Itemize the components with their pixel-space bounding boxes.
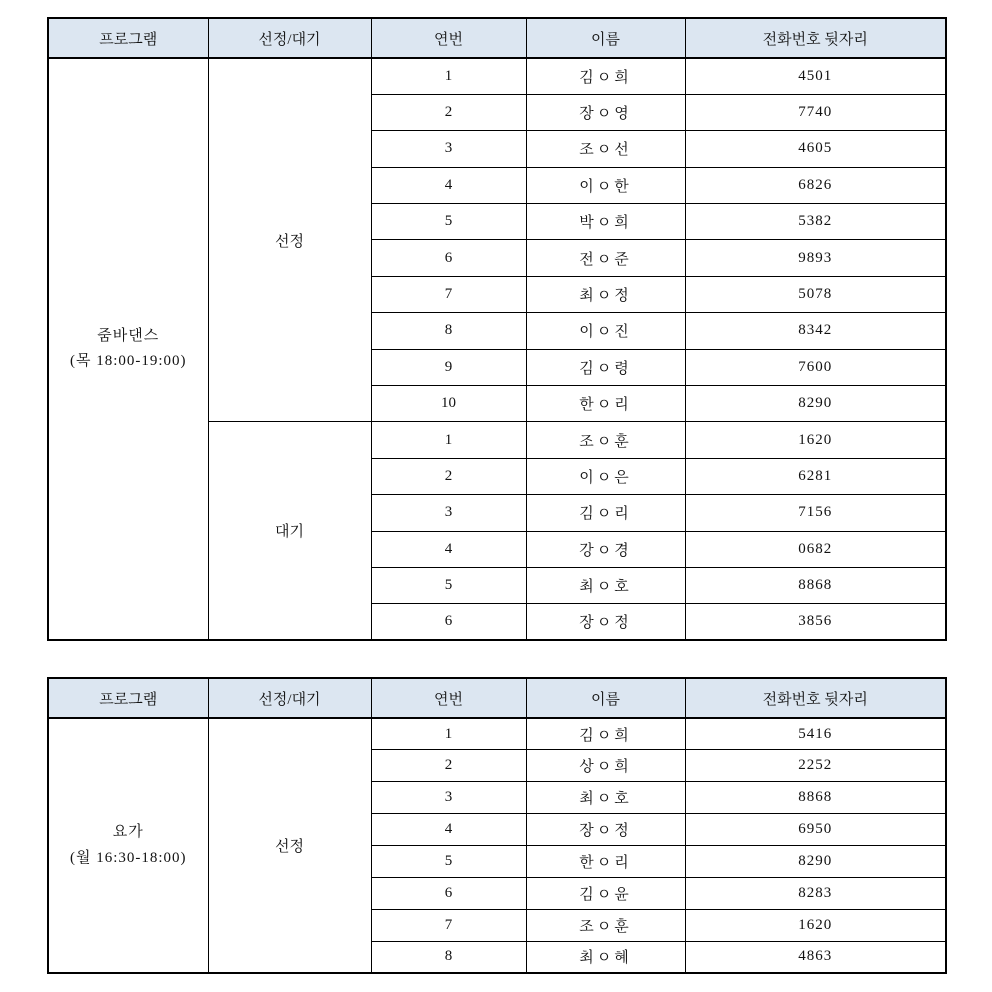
name-cell: 최ㅇ호 — [526, 567, 685, 603]
name-cell: 김ㅇ리 — [526, 495, 685, 531]
phone-cell: 8868 — [685, 567, 946, 603]
data-row — [48, 58, 946, 94]
seq-cell: 9 — [371, 349, 526, 385]
status-cell: 대기 — [208, 422, 371, 640]
name-cell: 강ㅇ경 — [526, 531, 685, 567]
header-cell-2: 연번 — [371, 18, 526, 58]
seq-cell: 7 — [371, 909, 526, 941]
name-cell: 한ㅇ리 — [526, 386, 685, 422]
name-cell: 김ㅇ령 — [526, 349, 685, 385]
phone-cell: 8868 — [685, 782, 946, 814]
name-cell: 박ㅇ희 — [526, 204, 685, 240]
seq-cell: 1 — [371, 58, 526, 94]
phone-cell: 6281 — [685, 458, 946, 494]
program-table-zumba — [47, 17, 947, 641]
header-cell-0: 프로그램 — [48, 678, 208, 718]
data-row — [48, 718, 946, 750]
seq-cell: 4 — [371, 814, 526, 846]
seq-cell: 4 — [371, 167, 526, 203]
phone-cell: 4605 — [685, 131, 946, 167]
seq-cell: 2 — [371, 94, 526, 130]
phone-cell: 6950 — [685, 814, 946, 846]
seq-cell: 1 — [371, 718, 526, 750]
seq-cell: 10 — [371, 386, 526, 422]
name-cell: 장ㅇ정 — [526, 814, 685, 846]
seq-cell: 3 — [371, 495, 526, 531]
phone-cell: 8342 — [685, 313, 946, 349]
name-cell: 이ㅇ진 — [526, 313, 685, 349]
seq-cell: 5 — [371, 204, 526, 240]
header-cell-3: 이름 — [526, 678, 685, 718]
status-cell: 선정 — [208, 718, 371, 973]
phone-cell: 1620 — [685, 909, 946, 941]
status-cell: 선정 — [208, 58, 371, 422]
name-cell: 상ㅇ희 — [526, 750, 685, 782]
phone-cell: 9893 — [685, 240, 946, 276]
name-cell: 김ㅇ희 — [526, 718, 685, 750]
header-cell-2: 연번 — [371, 678, 526, 718]
name-cell: 조ㅇ선 — [526, 131, 685, 167]
seq-cell: 1 — [371, 422, 526, 458]
phone-cell: 2252 — [685, 750, 946, 782]
phone-cell: 4501 — [685, 58, 946, 94]
header-cell-3: 이름 — [526, 18, 685, 58]
phone-cell: 6826 — [685, 167, 946, 203]
seq-cell: 2 — [371, 458, 526, 494]
name-cell: 이ㅇ은 — [526, 458, 685, 494]
name-cell: 한ㅇ리 — [526, 846, 685, 878]
program-name: 줌바댄스 — [97, 327, 160, 344]
phone-cell: 5416 — [685, 718, 946, 750]
name-cell: 김ㅇ윤 — [526, 877, 685, 909]
header-row — [48, 18, 946, 58]
name-cell: 조ㅇ훈 — [526, 909, 685, 941]
seq-cell: 7 — [371, 276, 526, 312]
phone-cell: 8290 — [685, 846, 946, 878]
header-cell-4: 전화번호 뒷자리 — [685, 678, 946, 718]
seq-cell: 4 — [371, 531, 526, 567]
name-cell: 조ㅇ훈 — [526, 422, 685, 458]
phone-cell: 7600 — [685, 349, 946, 385]
seq-cell: 6 — [371, 240, 526, 276]
header-row — [48, 678, 946, 718]
header-cell-1: 선정/대기 — [208, 18, 371, 58]
program-name: 요가 — [112, 824, 144, 841]
phone-cell: 3856 — [685, 604, 946, 640]
name-cell: 이ㅇ한 — [526, 167, 685, 203]
phone-cell: 8283 — [685, 877, 946, 909]
seq-cell: 5 — [371, 846, 526, 878]
phone-cell: 4863 — [685, 941, 946, 973]
name-cell: 최ㅇ정 — [526, 276, 685, 312]
program-cell — [48, 58, 208, 640]
header-cell-0: 프로그램 — [48, 18, 208, 58]
seq-cell: 3 — [371, 131, 526, 167]
program-schedule: (월 16:30-18:00) — [69, 849, 187, 866]
phone-cell: 5078 — [685, 276, 946, 312]
seq-cell: 5 — [371, 567, 526, 603]
phone-cell: 1620 — [685, 422, 946, 458]
phone-cell: 8290 — [685, 386, 946, 422]
phone-cell: 5382 — [685, 204, 946, 240]
name-cell: 전ㅇ준 — [526, 240, 685, 276]
name-cell: 최ㅇ혜 — [526, 941, 685, 973]
name-cell: 김ㅇ희 — [526, 58, 685, 94]
seq-cell: 8 — [371, 313, 526, 349]
phone-cell: 7156 — [685, 495, 946, 531]
seq-cell: 6 — [371, 604, 526, 640]
name-cell: 장ㅇ영 — [526, 94, 685, 130]
name-cell: 최ㅇ호 — [526, 782, 685, 814]
header-cell-1: 선정/대기 — [208, 678, 371, 718]
program-cell — [48, 718, 208, 973]
seq-cell: 8 — [371, 941, 526, 973]
header-cell-4: 전화번호 뒷자리 — [685, 18, 946, 58]
program-schedule: (목 18:00-19:00) — [69, 353, 187, 370]
phone-cell: 0682 — [685, 531, 946, 567]
seq-cell: 6 — [371, 877, 526, 909]
name-cell: 장ㅇ정 — [526, 604, 685, 640]
program-table-yoga — [47, 677, 947, 974]
phone-cell: 7740 — [685, 94, 946, 130]
seq-cell: 2 — [371, 750, 526, 782]
seq-cell: 3 — [371, 782, 526, 814]
